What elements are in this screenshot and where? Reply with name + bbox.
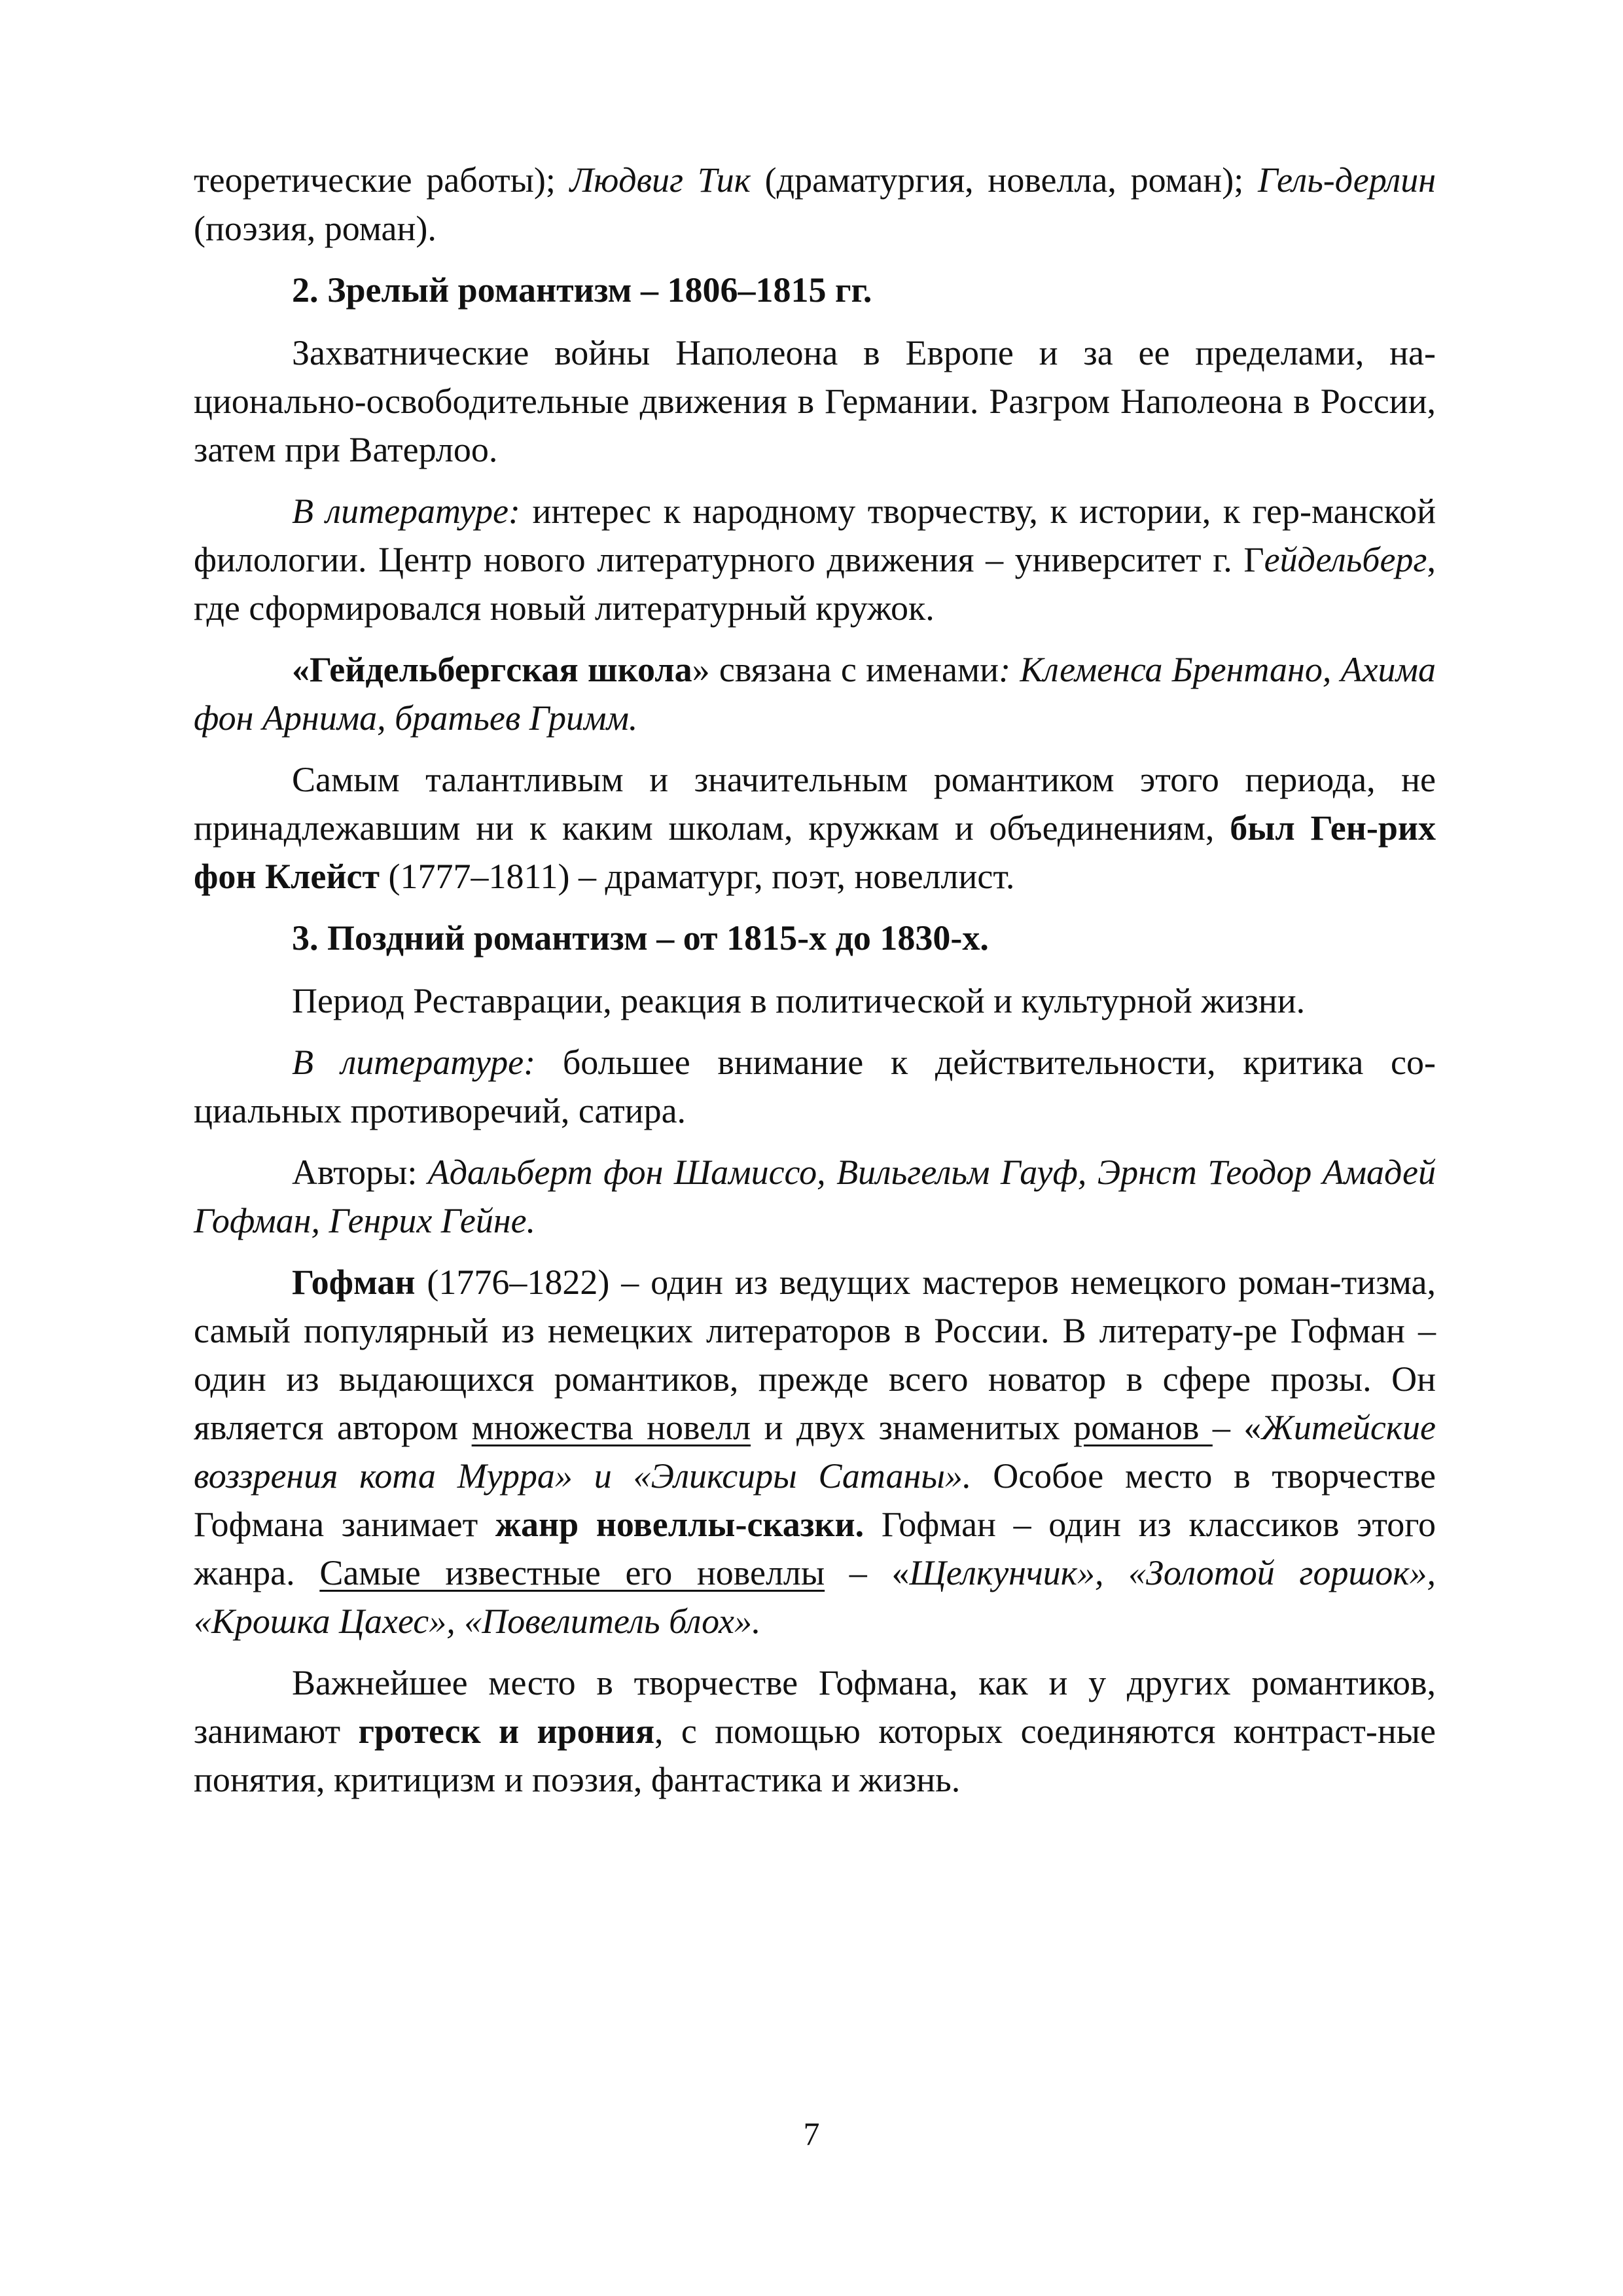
section2-literature-paragraph: [194, 487, 1436, 632]
intro-text: (поэзия, роман).: [194, 209, 437, 248]
genre-name: жанр новеллы-сказки.: [495, 1505, 865, 1544]
underlined-text: Самые известные его новеллы: [319, 1553, 825, 1592]
author-hoelderlin: Гель-дерлин: [1257, 160, 1436, 200]
paragraph-text: » связана с именами: [692, 650, 999, 689]
grotesque-paragraph: [194, 1659, 1436, 1804]
literature-label: В литературе:: [292, 492, 520, 531]
intro-text: (драматургия, новелла, роман);: [750, 160, 1258, 200]
hoffmann-paragraph: [194, 1258, 1436, 1645]
novel-titles: Житейские воззрения кота Мурра» и «Эликсиры Сатаны».: [194, 1408, 1436, 1496]
paragraph-text: , с помощью которых соединяются контраст-ные понятия, критицизм и поэзия, фантастика и жизнь.: [194, 1712, 1436, 1799]
paragraph-text: (1777–1811) – драматург, поэт, новеллист.: [380, 857, 1015, 896]
paragraph-text: (1776–1822) – один из ведущих мастеров немецкого роман-тизма, самый популярный из немецких литераторов в России. В литерату-ре Гофман – один из выдающихся романтиков, прежде всего новатор в сфере прозы. Он является автором: [194, 1263, 1436, 1447]
intro-paragraph: [194, 156, 1436, 253]
underlined-text: множества новелл: [471, 1408, 751, 1447]
novella-titles: Щелкунчик», «Золотой горшок», «Крошка Цахес», «Повелитель блох».: [194, 1553, 1436, 1641]
paragraph-text: Гофман – один из классиков этого жанра.: [194, 1505, 1436, 1592]
paragraph-text: – «: [1212, 1408, 1262, 1447]
paragraph-text: Особое место в творчестве Гофмана занимает: [194, 1456, 1436, 1544]
section-heading-mature-romanticism: 2. Зрелый романтизм – 1806–1815 гг.: [292, 270, 872, 310]
section2-history-paragraph: Захватнические войны Наполеона в Европе и за ее пределами, на-ционально-освободительные движения в Германии. Разгром Наполеона в России, затем при Ватерлоо.: [194, 333, 1436, 469]
kleist-paragraph: [194, 755, 1436, 901]
paragraph-text: Важнейшее место в творчестве Гофмана, как и у других романтиков, занимают: [194, 1663, 1436, 1751]
paragraph-text: , где сформировался новый литературный кружок.: [194, 540, 1436, 628]
section-heading-late-romanticism: 3. Поздний романтизм – от 1815-х до 1830-х.: [292, 918, 989, 958]
hoffmann-name: Гофман: [292, 1263, 416, 1302]
page-number: 7: [803, 2115, 820, 2152]
paragraph-text: – «: [825, 1553, 910, 1592]
school-name: «Гейдельбергская школа: [292, 650, 692, 689]
paragraph-text: Самым талантливым и значительным романтиком этого периода, не принадлежавшим ни к каким школам, кружкам и объединениям,: [194, 760, 1436, 848]
page-content: [194, 156, 1436, 1817]
authors-paragraph: [194, 1148, 1436, 1245]
section3-literature-paragraph: [194, 1038, 1436, 1135]
underlined-text: романов: [1073, 1408, 1213, 1447]
author-ludwig-tieck: Людвиг Тик: [569, 160, 751, 200]
grotesque-irony: гротеск и ирония: [358, 1712, 655, 1751]
school-members: : Клеменса Брентано, Ахима фон Арнима, братьев Гримм.: [194, 650, 1436, 738]
paragraph-text: большее внимание к действительности, критика со-циальных противоречий, сатира.: [194, 1043, 1436, 1130]
authors-label: Авторы:: [292, 1153, 428, 1192]
literature-label: В литературе:: [292, 1043, 536, 1082]
intro-text: теоретические работы);: [194, 160, 570, 200]
section3-history-paragraph: Период Реставрации, реакция в политической и культурной жизни.: [292, 981, 1306, 1020]
paragraph-text: интерес к народному творчеству, к истории, к гер-манской филологии. Центр нового литературного движения – университет г. Г: [194, 492, 1436, 579]
kleist-name: был Ген-рих фон Клейст: [194, 808, 1436, 896]
authors-list: Адальберт фон Шамиссо, Вильгельм Гауф, Эрнст Теодор Амадей Гофман, Генрих Гейне.: [194, 1153, 1436, 1240]
heidelberg-school-paragraph: [194, 645, 1436, 742]
paragraph-text: и двух знаменитых: [751, 1408, 1074, 1447]
city-name: ейдельберг: [1264, 540, 1427, 579]
